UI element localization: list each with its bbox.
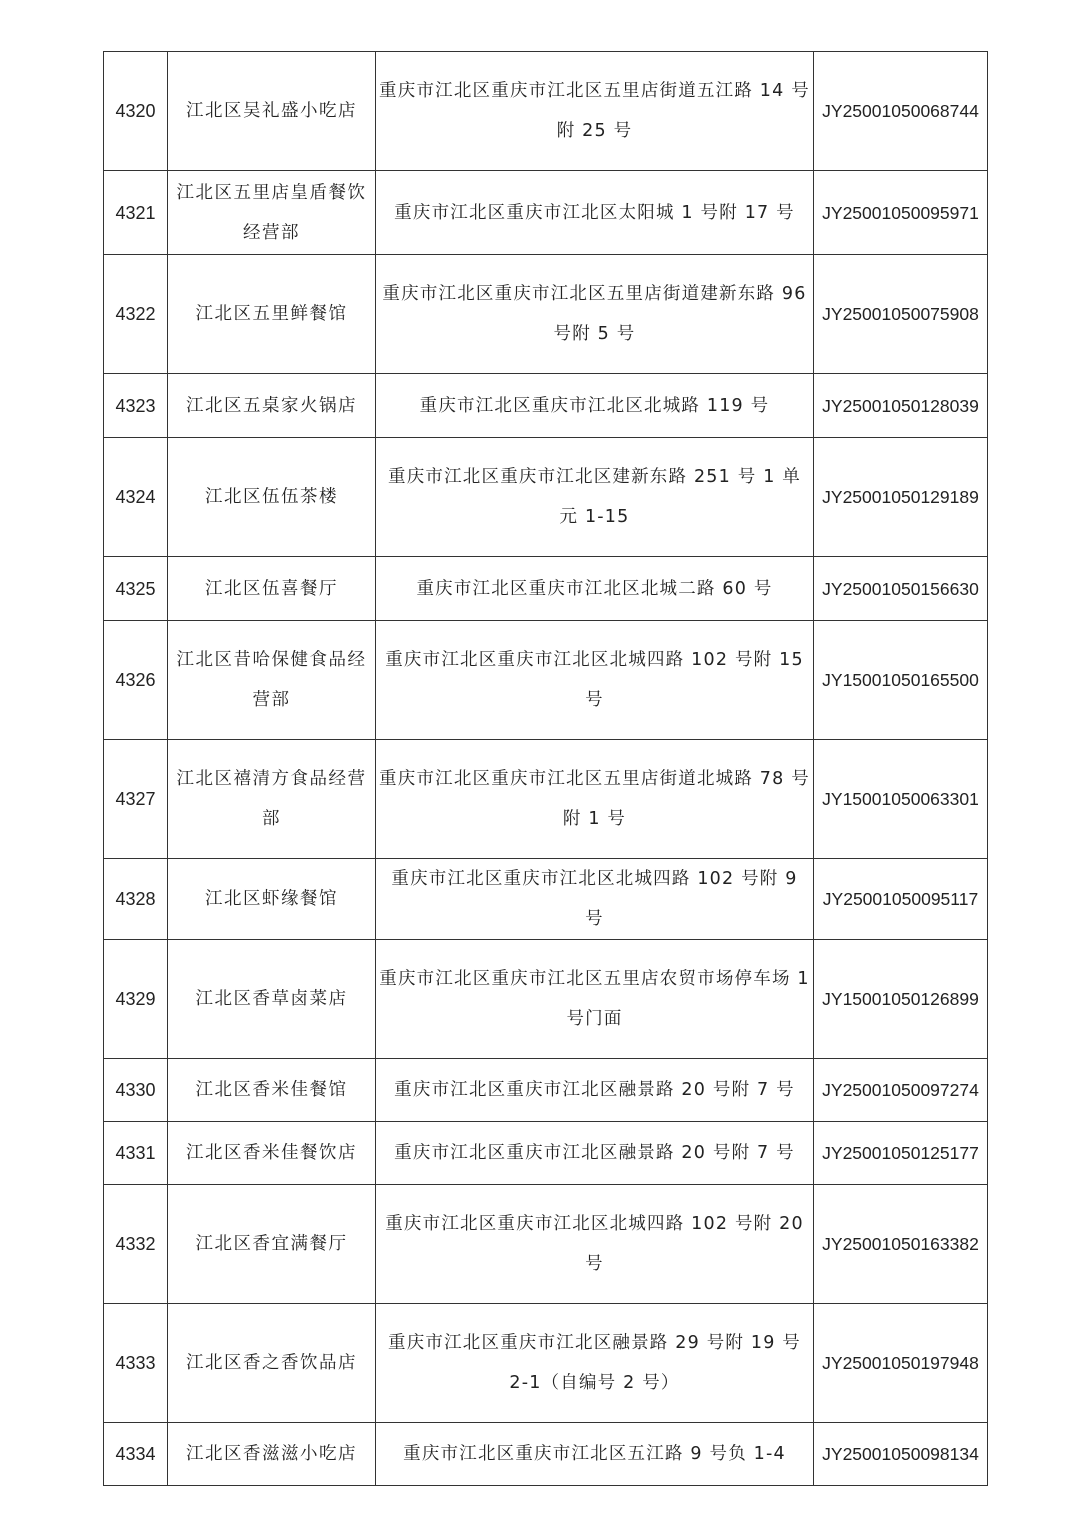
serial-number-cell: 4331 (104, 1122, 168, 1185)
license-registry-table (103, 51, 988, 1486)
business-name-cell: 江北区香宜满餐厅 (168, 1185, 376, 1304)
address-cell: 重庆市江北区重庆市江北区五江路 9 号负 1-4 (376, 1423, 814, 1486)
business-name-cell: 江北区伍喜餐厅 (168, 557, 376, 621)
license-number-cell: JY25001050075908 (814, 255, 988, 374)
serial-number-cell: 4321 (104, 171, 168, 255)
table-row (104, 1059, 988, 1122)
serial-number-cell: 4332 (104, 1185, 168, 1304)
license-number-cell: JY15001050126899 (814, 940, 988, 1059)
license-number-cell: JY25001050156630 (814, 557, 988, 621)
table-row (104, 374, 988, 438)
license-number-cell: JY25001050095117 (814, 859, 988, 940)
business-name-cell: 江北区五里鲜餐馆 (168, 255, 376, 374)
license-number-cell: JY25001050128039 (814, 374, 988, 438)
address-cell: 重庆市江北区重庆市江北区五里店街道北城路 78 号附 1 号 (376, 740, 814, 859)
table-row (104, 1304, 988, 1423)
license-number-cell: JY25001050129189 (814, 438, 988, 557)
license-number-cell: JY25001050097274 (814, 1059, 988, 1122)
serial-number-cell: 4330 (104, 1059, 168, 1122)
table-row (104, 171, 988, 255)
license-number-cell: JY25001050068744 (814, 52, 988, 171)
address-cell: 重庆市江北区重庆市江北区融景路 20 号附 7 号 (376, 1059, 814, 1122)
address-cell: 重庆市江北区重庆市江北区五里店街道五江路 14 号附 25 号 (376, 52, 814, 171)
business-name-cell: 江北区昔哈保健食品经营部 (168, 621, 376, 740)
address-cell: 重庆市江北区重庆市江北区北城二路 60 号 (376, 557, 814, 621)
table-row (104, 1185, 988, 1304)
table-row (104, 1423, 988, 1486)
address-cell: 重庆市江北区重庆市江北区五里店农贸市场停车场 1 号门面 (376, 940, 814, 1059)
license-number-cell: JY25001050098134 (814, 1423, 988, 1486)
license-number-cell: JY25001050197948 (814, 1304, 988, 1423)
address-cell: 重庆市江北区重庆市江北区融景路 20 号附 7 号 (376, 1122, 814, 1185)
table-row (104, 438, 988, 557)
address-cell: 重庆市江北区重庆市江北区北城四路 102 号附 20 号 (376, 1185, 814, 1304)
business-name-cell: 江北区五桌家火锅店 (168, 374, 376, 438)
business-name-cell: 江北区吴礼盛小吃店 (168, 52, 376, 171)
serial-number-cell: 4323 (104, 374, 168, 438)
business-name-cell: 江北区禧清方食品经营部 (168, 740, 376, 859)
serial-number-cell: 4329 (104, 940, 168, 1059)
table-row (104, 859, 988, 940)
table-row (104, 52, 988, 171)
serial-number-cell: 4326 (104, 621, 168, 740)
license-number-cell: JY25001050163382 (814, 1185, 988, 1304)
table-row (104, 557, 988, 621)
serial-number-cell: 4328 (104, 859, 168, 940)
business-name-cell: 江北区香之香饮品店 (168, 1304, 376, 1423)
table-row (104, 621, 988, 740)
serial-number-cell: 4334 (104, 1423, 168, 1486)
table-row (104, 940, 988, 1059)
table-row (104, 255, 988, 374)
address-cell: 重庆市江北区重庆市江北区北城路 119 号 (376, 374, 814, 438)
license-number-cell: JY15001050063301 (814, 740, 988, 859)
business-name-cell: 江北区虾缘餐馆 (168, 859, 376, 940)
license-number-cell: JY25001050125177 (814, 1122, 988, 1185)
business-name-cell: 江北区香草卤菜店 (168, 940, 376, 1059)
serial-number-cell: 4327 (104, 740, 168, 859)
business-name-cell: 江北区五里店皇盾餐饮经营部 (168, 171, 376, 255)
table-row (104, 740, 988, 859)
license-number-cell: JY25001050095971 (814, 171, 988, 255)
serial-number-cell: 4324 (104, 438, 168, 557)
address-cell: 重庆市江北区重庆市江北区建新东路 251 号 1 单元 1-15 (376, 438, 814, 557)
address-cell: 重庆市江北区重庆市江北区融景路 29 号附 19 号 2-1（自编号 2 号） (376, 1304, 814, 1423)
license-number-cell: JY15001050165500 (814, 621, 988, 740)
business-name-cell: 江北区伍伍茶楼 (168, 438, 376, 557)
serial-number-cell: 4320 (104, 52, 168, 171)
business-name-cell: 江北区香米佳餐馆 (168, 1059, 376, 1122)
serial-number-cell: 4325 (104, 557, 168, 621)
business-name-cell: 江北区香滋滋小吃店 (168, 1423, 376, 1486)
table-row (104, 1122, 988, 1185)
serial-number-cell: 4322 (104, 255, 168, 374)
address-cell: 重庆市江北区重庆市江北区北城四路 102 号附 9 号 (376, 859, 814, 940)
serial-number-cell: 4333 (104, 1304, 168, 1423)
address-cell: 重庆市江北区重庆市江北区北城四路 102 号附 15 号 (376, 621, 814, 740)
address-cell: 重庆市江北区重庆市江北区太阳城 1 号附 17 号 (376, 171, 814, 255)
address-cell: 重庆市江北区重庆市江北区五里店街道建新东路 96 号附 5 号 (376, 255, 814, 374)
business-name-cell: 江北区香米佳餐饮店 (168, 1122, 376, 1185)
